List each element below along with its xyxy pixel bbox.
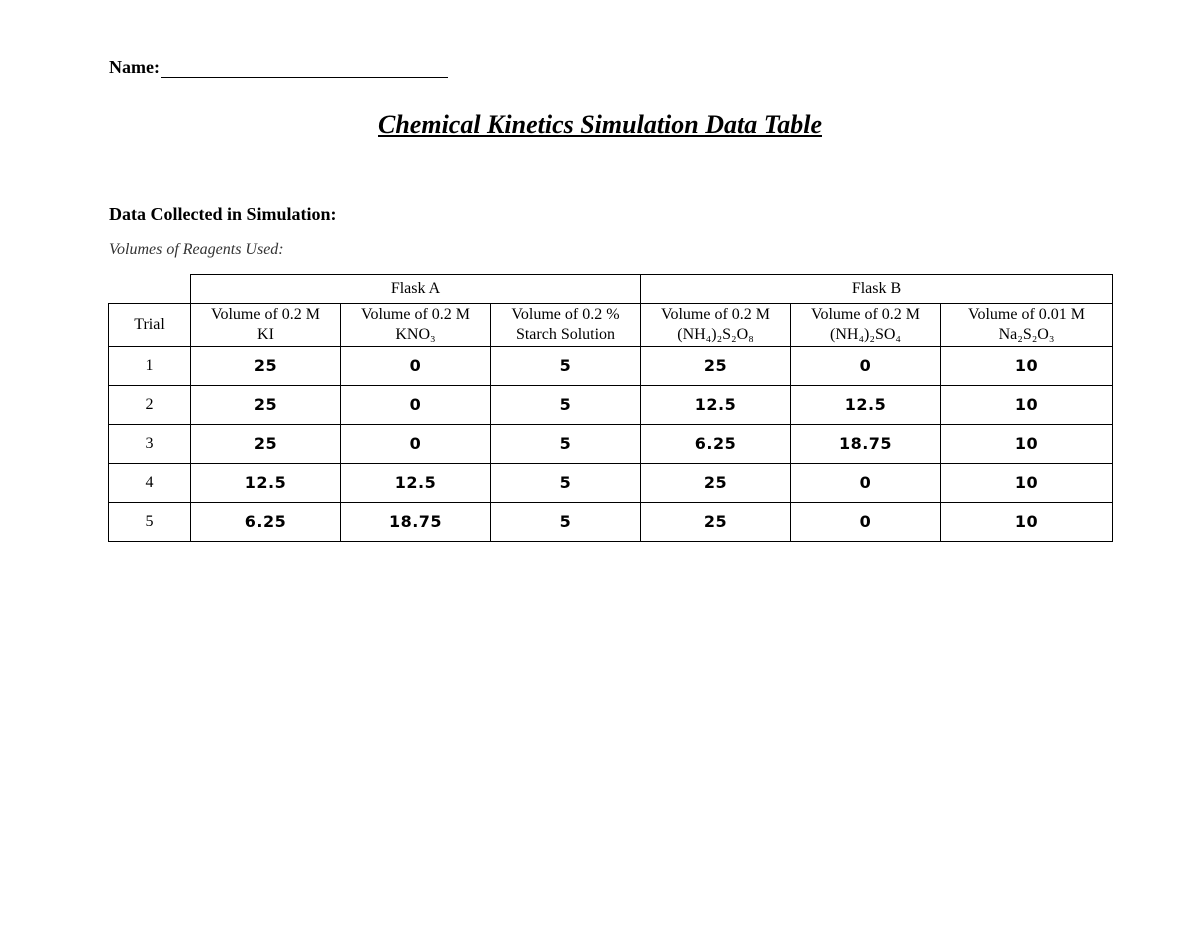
table-cell: 10 bbox=[941, 464, 1113, 503]
table-cell: 12.5 bbox=[191, 464, 341, 503]
table-row bbox=[109, 347, 1113, 386]
table-cell: 10 bbox=[941, 503, 1113, 542]
table-row bbox=[109, 425, 1113, 464]
col-header-kno3 bbox=[341, 304, 491, 347]
table-cell: 5 bbox=[491, 464, 641, 503]
table-cell: 5 bbox=[491, 425, 641, 464]
col-header-sulfate bbox=[791, 304, 941, 347]
table-cell: 0 bbox=[791, 503, 941, 542]
col-header-line2: (NH₄)₂SO₄ bbox=[830, 326, 901, 343]
flask-group-row bbox=[109, 275, 1113, 304]
trial-number: 2 bbox=[109, 386, 191, 425]
table-cell: 6.25 bbox=[641, 425, 791, 464]
col-header-line2: Na₂S₂O₃ bbox=[998, 326, 1055, 343]
table-cell: 18.75 bbox=[341, 503, 491, 542]
table-row bbox=[109, 503, 1113, 542]
table-cell: 12.5 bbox=[641, 386, 791, 425]
col-header-persulfate bbox=[641, 304, 791, 347]
flask-a-header: Flask A bbox=[191, 275, 641, 304]
col-header-line2: Starch Solution bbox=[515, 326, 616, 343]
col-header-line2: (NH₄)₂S₂O₈ bbox=[677, 326, 754, 343]
col-header-ki bbox=[191, 304, 341, 347]
table-row bbox=[109, 464, 1113, 503]
flask-b-header: Flask B bbox=[641, 275, 1113, 304]
table-cell: 10 bbox=[941, 425, 1113, 464]
table-cell: 25 bbox=[191, 347, 341, 386]
col-header-line1: Volume of 0.2 M bbox=[210, 306, 321, 323]
table-cell: 0 bbox=[791, 347, 941, 386]
table-cell: 0 bbox=[341, 347, 491, 386]
column-header-row bbox=[109, 304, 1113, 347]
table-cell: 25 bbox=[641, 347, 791, 386]
table-cell: 5 bbox=[491, 347, 641, 386]
trial-number: 4 bbox=[109, 464, 191, 503]
section-heading: Data Collected in Simulation: bbox=[109, 204, 337, 224]
table-cell: 10 bbox=[941, 347, 1113, 386]
col-header-line1: Volume of 0.2 % bbox=[511, 306, 620, 323]
col-header-line2: KNO₃ bbox=[395, 326, 436, 343]
table-cell: 5 bbox=[491, 386, 641, 425]
trial-number: 3 bbox=[109, 425, 191, 464]
col-header-line1: Volume of 0.2 M bbox=[360, 306, 471, 323]
col-header-starch bbox=[491, 304, 641, 347]
table-cell: 25 bbox=[641, 503, 791, 542]
blank-corner-cell bbox=[109, 275, 191, 304]
trial-number: 5 bbox=[109, 503, 191, 542]
col-header-line1: Volume of 0.2 M bbox=[660, 306, 771, 323]
reagent-volumes-table bbox=[108, 274, 1113, 542]
table-cell: 25 bbox=[191, 386, 341, 425]
table-cell: 0 bbox=[341, 386, 491, 425]
name-label: Name: bbox=[109, 57, 160, 77]
col-header-line1: Volume of 0.2 M bbox=[810, 306, 921, 323]
col-header-line2: KI bbox=[257, 326, 274, 343]
trial-header: Trial bbox=[109, 304, 191, 347]
table-row bbox=[109, 386, 1113, 425]
table-cell: 0 bbox=[341, 425, 491, 464]
table-cell: 12.5 bbox=[791, 386, 941, 425]
trial-number: 1 bbox=[109, 347, 191, 386]
table-cell: 10 bbox=[941, 386, 1113, 425]
subsection-heading: Volumes of Reagents Used: bbox=[109, 241, 284, 258]
table-cell: 5 bbox=[491, 503, 641, 542]
table-cell: 0 bbox=[791, 464, 941, 503]
document-title: Chemical Kinetics Simulation Data Table bbox=[378, 110, 822, 139]
name-field bbox=[109, 57, 448, 78]
col-header-thiosulfate bbox=[941, 304, 1113, 347]
table-cell: 25 bbox=[641, 464, 791, 503]
table-cell: 18.75 bbox=[791, 425, 941, 464]
name-blank-line[interactable] bbox=[161, 59, 448, 78]
table-cell: 6.25 bbox=[191, 503, 341, 542]
table-cell: 12.5 bbox=[341, 464, 491, 503]
table-cell: 25 bbox=[191, 425, 341, 464]
col-header-line1: Volume of 0.01 M bbox=[967, 306, 1086, 323]
